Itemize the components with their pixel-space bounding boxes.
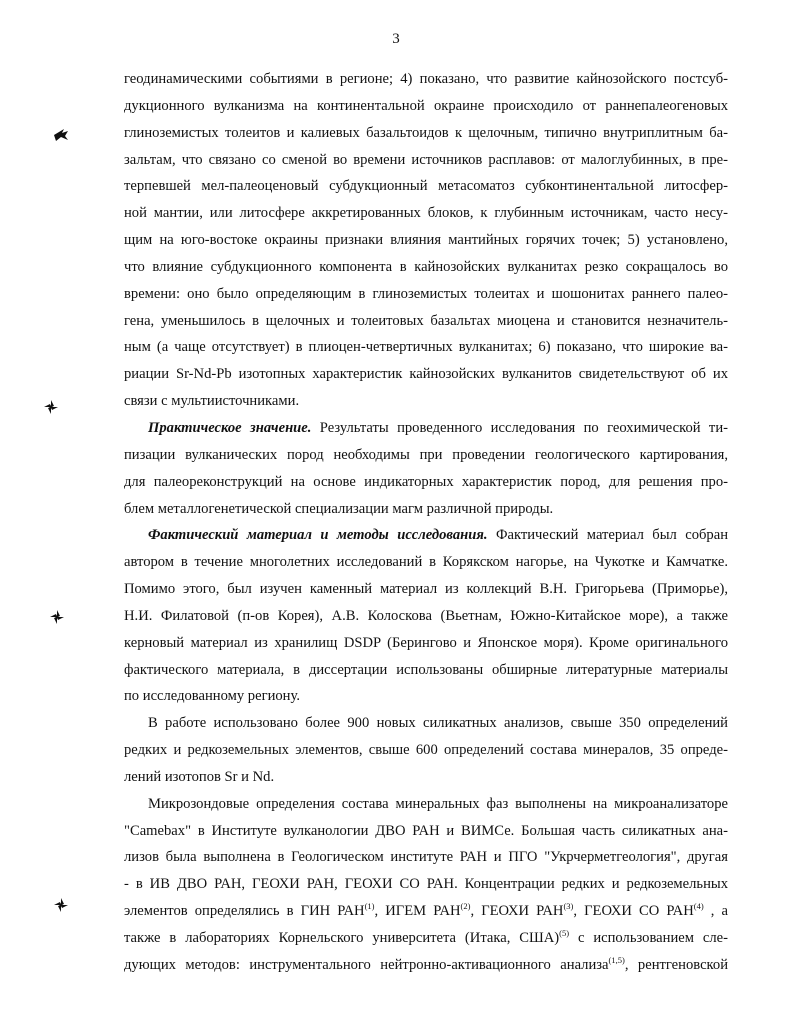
footnote-ref: (1,5) [608, 954, 625, 965]
text-line [124, 818, 728, 845]
text-line [124, 630, 728, 657]
text-line [124, 791, 728, 818]
text-run: также в лабораториях Корнельского университета (Итака, США) [124, 930, 560, 946]
page-number: 3 [392, 31, 400, 47]
text-run: автором в течение многолетних исследований в Корякском нагорье, на Чукотке и Камчатке. [124, 554, 728, 571]
footnote-ref: (4) [693, 901, 704, 912]
section-heading: Практическое значение. [148, 419, 312, 436]
text-line [124, 764, 728, 791]
text-line [124, 522, 728, 549]
text-run: времени: оно было определяющим в глиноземистых толеитах и шошонитах раннего палео [124, 285, 724, 302]
text-line [124, 952, 728, 979]
text-run: что влияние субдукционного компонента в кайнозойских вулканитах резко сокращалось во [124, 258, 728, 275]
text-line [124, 603, 728, 630]
text-run: блем металлогенетической специализации магм различной природы. [124, 500, 554, 517]
text-run: щим на юго-востоке окраины признаки влияния мантийных горячих точек; 5) установлено, [124, 232, 728, 249]
text-run: дующих методов: инструментального нейтронно-активационного анализа [124, 956, 609, 973]
text-run: ной мантии, или литосфере аккретированных блоков, к глубинным источникам, часто несу [124, 205, 724, 222]
text-line [124, 898, 728, 925]
text-run: , ГЕОХИ СО РАН [573, 903, 694, 920]
text-line [124, 93, 728, 120]
arrow-mark-icon [52, 126, 70, 144]
text-line [124, 281, 728, 308]
text-line [124, 496, 728, 523]
text-line [124, 361, 728, 388]
text-run: Микрозондовые определения состава минеральных фаз выполнены на микроанализаторе [148, 795, 728, 812]
text-run: Результаты проведенного исследования по геохимической ти [311, 419, 724, 436]
text-run: лизов была выполнена в Геологическом институте РАН и ПГО "Укрчерметгеология", другая [124, 849, 728, 866]
text-run: ным (а чаще отсутствует) в плиоцен-четвертичных вулканитах; 6) показано, что широкие ва [124, 339, 724, 356]
text-run: дукционного вулканизма на континентальной окраине происходило от раннепалеогеновых [124, 97, 728, 114]
text-run: элементов определялись в ГИН РАН [124, 903, 365, 920]
text-line [124, 683, 728, 710]
text-line [124, 334, 728, 361]
text-run: фактического материала, в диссертации использованы обширные литературные материалы [124, 661, 728, 678]
footnote-ref: (5) [559, 928, 570, 938]
text-run: , ИГЕМ РАН [374, 903, 461, 920]
text-line [124, 388, 728, 415]
text-line [124, 227, 728, 254]
text-line [124, 200, 728, 227]
body-text [124, 66, 728, 979]
text-run: В работе использовано более 900 новых силикатных анализов, свыше 350 определений [148, 715, 728, 732]
pinwheel-mark-icon [48, 608, 66, 626]
text-run: Помимо этого, был изучен каменный материал из коллекций В.Н. Григорьева (Приморье), [124, 581, 728, 598]
text-line [124, 844, 728, 871]
text-line [124, 576, 728, 603]
pinwheel-mark-icon [52, 896, 70, 914]
text-run: керновый материал из хранилищ DSDP (Берингово и Японское моря). Кроме оригинального [124, 634, 728, 651]
text-line [124, 415, 728, 442]
text-line [124, 925, 728, 952]
footnote-ref: (1) [364, 901, 375, 912]
text-run: глиноземистых толеитов и калиевых базальтоидов к щелочным, типично внутриплитным ба [124, 124, 724, 141]
text-line [124, 657, 728, 684]
text-line [124, 254, 728, 281]
text-run: зальтам, что связано со сменой во времени источников расплавов: от малоглубинных, в пре [124, 151, 724, 168]
text-run: для палеореконструкций на основе индикаторных характеристик пород, для решения про [124, 473, 724, 490]
text-line [124, 469, 728, 496]
text-run: гена, уменьшилось в щелочных и толеитовых базальтах миоцена и становится незначитель [124, 312, 724, 329]
text-run: пизации вулканических пород необходимы при проведении геологического картирования, [124, 446, 728, 463]
text-line [124, 66, 728, 93]
text-line [124, 442, 728, 469]
text-run: терпевшей мел-палеоценовый субдукционный метасоматоз субконтинентальной литосфер [124, 178, 724, 195]
text-line [124, 710, 728, 737]
text-run: , а [703, 903, 728, 920]
text-line [124, 120, 728, 147]
text-run: , рентгеновской [624, 956, 728, 973]
pinwheel-mark-icon [42, 398, 60, 416]
text-run: "Camebax" в Институте вулканологии ДВО РАН и ВИМСе. Большая часть силикатных ана [124, 822, 724, 839]
text-run: редких и редкоземельных элементов, свыше 600 определений состава минералов, 35 опреде [124, 742, 724, 759]
footnote-ref: (2) [460, 901, 471, 912]
text-run: риации Sr-Nd-Pb изотопных характеристик кайнозойских вулканитов свидетельствуют об их [124, 366, 728, 383]
text-run: - в ИВ ДВО РАН, ГЕОХИ РАН, ГЕОХИ СО РАН. Концентрации редких и редкоземельных [124, 876, 728, 893]
text-line [124, 173, 728, 200]
text-run: Н.И. Филатовой (п-ов Корея), А.В. Колоскова (Вьетнам, Южно-Китайское море), а также [124, 607, 728, 624]
text-run: , ГЕОХИ РАН [470, 903, 564, 920]
text-run: лений изотопов Sr и Nd. [124, 768, 275, 785]
text-run: Фактический материал был собран [487, 527, 728, 544]
text-run: по исследованному региону. [124, 688, 300, 705]
text-run: с использованием сле [569, 930, 724, 946]
text-line [124, 871, 728, 898]
footnote-ref: (3) [563, 901, 574, 912]
text-line [124, 737, 728, 764]
section-heading: Фактический материал и методы исследования. [148, 527, 488, 544]
text-run: геодинамическими событиями в регионе; 4) показано, что развитие кайнозойского постсуб [124, 71, 724, 87]
text-line [124, 549, 728, 576]
text-line [124, 147, 728, 174]
text-run: связи с мультиисточниками. [124, 393, 300, 410]
text-line [124, 308, 728, 335]
